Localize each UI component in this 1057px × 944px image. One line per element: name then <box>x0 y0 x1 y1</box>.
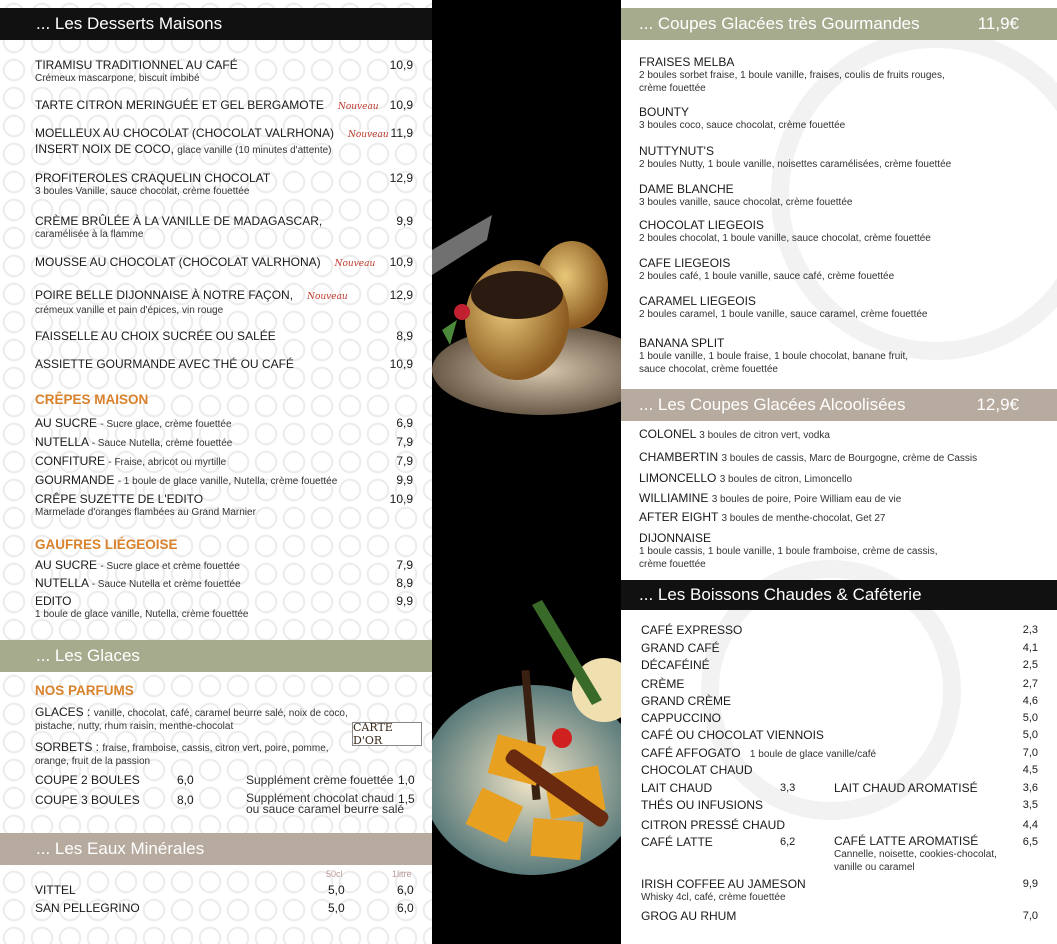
coupe-item <box>639 219 1041 245</box>
boisson-price: 4,1 <box>1022 642 1038 654</box>
dessert-photos <box>432 0 621 944</box>
irish-price: 9,9 <box>1022 878 1038 890</box>
dessert-title-line2: INSERT NOIX DE COCO, <box>35 142 174 156</box>
supp-2-name <box>246 793 404 815</box>
gaufre-price: 7,9 <box>396 558 413 572</box>
latte-aroma-name: CAFÉ LATTE AROMATISÉ <box>834 834 979 848</box>
right-column <box>621 0 1057 944</box>
alcool-name: WILLIAMINE <box>639 491 709 505</box>
gaufre-name: AU SUCRE <box>35 558 98 572</box>
dessert-price: 9,9 <box>396 214 413 228</box>
boisson-name: CHOCOLAT CHAUD <box>641 763 753 777</box>
dessert-item <box>35 357 413 371</box>
gaufres-title: GAUFRES LIÉGEOISE <box>35 537 178 552</box>
boisson-name: CRÈME <box>641 677 685 691</box>
crepe-item <box>35 473 413 488</box>
coupe-item <box>639 337 1041 376</box>
glaces-header <box>0 640 432 672</box>
eau-name: SAN PELLEGRINO <box>35 901 140 915</box>
crepe-desc: - Fraise, abricot ou myrtille <box>108 457 227 468</box>
boisson-desc: 1 boule de glace vanille/café <box>749 749 877 760</box>
grog-price: 7,0 <box>1022 910 1038 922</box>
crepe-name: CRÊPE SUZETTE DE L'EDITO <box>35 492 204 506</box>
irish-name: IRISH COFFEE AU JAMESON <box>641 877 806 891</box>
supp-1-price: 1,0 <box>398 773 415 787</box>
left-column <box>0 0 432 944</box>
alcool-item <box>639 511 1041 525</box>
crepe-name: NUTELLA <box>35 435 89 449</box>
crepe-price: 6,9 <box>396 416 413 430</box>
coupe-desc-2: sauce chocolat, crème fouettée <box>639 364 778 375</box>
gaufre-item <box>35 576 413 591</box>
gaufre-desc: - Sauce Nutella et crème fouettée <box>91 579 241 590</box>
dessert-item <box>35 329 413 343</box>
thes-name: THÉS OU INFUSIONS <box>641 798 764 812</box>
sorbets-label: SORBETS : <box>35 740 100 754</box>
boisson-price: 7,0 <box>1022 747 1038 759</box>
dessert-item <box>35 58 413 85</box>
dessert-price: 10,9 <box>389 255 413 269</box>
alcool-desc-2: crème fouettée <box>639 559 706 570</box>
cherry <box>552 728 572 748</box>
dessert-item <box>35 98 413 114</box>
alcool-desc: 3 boules de citron vert, vodka <box>699 430 830 441</box>
carte-dor-logo: CARTE D'OR <box>352 722 422 746</box>
gaufre-desc: 1 boule de glace vanille, Nutella, crème fouettée <box>35 609 249 620</box>
desserts-header-text: ... Les Desserts Maisons <box>36 14 223 33</box>
coupe-desc: 2 boules chocolat, 1 boule vanille, sauce chocolat, crème fouettée <box>639 233 931 244</box>
boisson-affogato <box>641 746 876 761</box>
gaufre-name: EDITO <box>35 594 72 608</box>
dessert-title: TIRAMISU TRADITIONNEL AU CAFÉ <box>35 58 238 72</box>
dessert-item <box>35 126 413 157</box>
eau-price-50: 5,0 <box>328 883 345 897</box>
coupe-name: CHOCOLAT LIEGEOIS <box>639 218 764 232</box>
glaces-flavors: vanille, chocolat, café, caramel beurre salé, noix de coco, <box>93 708 348 719</box>
supp-2-price: 1,5 <box>398 792 415 806</box>
alcool-item <box>639 451 1041 465</box>
mint-leaf <box>442 320 457 345</box>
dessert-item <box>35 171 413 198</box>
crepe-name: GOURMANDE <box>35 473 115 487</box>
coupe-item <box>639 106 1041 132</box>
alcool-desc: 3 boules de citron, Limoncello <box>719 474 853 485</box>
dessert-price: 10,9 <box>389 58 413 72</box>
dessert-item <box>35 214 413 241</box>
crepe-desc: - Sauce Nutella, crème fouettée <box>91 438 233 449</box>
crepe-price: 7,9 <box>396 454 413 468</box>
dessert-price: 8,9 <box>396 329 413 343</box>
gaufre-name: NUTELLA <box>35 576 89 590</box>
crepe-desc: - Sucre glace, crème fouettée <box>100 419 232 430</box>
gaufre-price: 8,9 <box>396 576 413 590</box>
sorbets-flavors: fraise, framboise, cassis, citron vert, poire, pomme, <box>102 743 329 754</box>
coupe-desc-2: crème fouettée <box>639 83 706 94</box>
coupe-item <box>639 145 1041 171</box>
dessert-title: POIRE BELLE DIJONNAISE À NOTRE FAÇON, <box>35 288 294 302</box>
coupe-name: CAFE LIEGEOIS <box>639 256 731 270</box>
coupe-item <box>639 295 1041 321</box>
dessert-title: ASSIETTE GOURMANDE AVEC THÉ OU CAFÉ <box>35 357 294 371</box>
new-tag: Nouveau <box>337 102 379 112</box>
eaux-header-text: ... Les Eaux Minérales <box>36 839 205 858</box>
crepe-price: 7,9 <box>396 435 413 449</box>
glaces-flavors-2: pistache, nutty, rhum raisin, menthe-chocolat <box>35 721 234 732</box>
coupe-name: DAME BLANCHE <box>639 182 734 196</box>
boisson-price: 4,5 <box>1022 764 1038 776</box>
coupe-desc: 3 boules coco, sauce chocolat, crème fouettée <box>639 120 846 131</box>
crepe-item <box>35 416 413 431</box>
alcool-item <box>639 532 1041 571</box>
crepe-item <box>35 492 413 519</box>
glaces-header-text: ... Les Glaces <box>36 646 140 665</box>
coupe-2-name: COUPE 2 BOULES <box>35 773 140 787</box>
coupe-desc: 2 boules caramel, 1 boule vanille, sauce caramel, crème fouettée <box>639 309 928 320</box>
crepe-item <box>35 454 413 469</box>
boisson-price: 2,5 <box>1022 659 1038 671</box>
gaufre-item <box>35 558 413 573</box>
lait-aroma-price: 3,6 <box>1022 782 1038 794</box>
dessert-price: 10,9 <box>389 98 413 112</box>
alcool-item <box>639 428 1041 442</box>
alcool-item <box>639 472 1041 486</box>
crepe-name: AU SUCRE <box>35 416 98 430</box>
crepe-name: CONFITURE <box>35 454 105 468</box>
eau-price-50: 5,0 <box>328 901 345 915</box>
crepe-price: 9,9 <box>396 473 413 487</box>
coupe-name: CARAMEL LIEGEOIS <box>639 294 756 308</box>
coupe-name: BANANA SPLIT <box>639 336 725 350</box>
alcool-name: CHAMBERTIN <box>639 450 719 464</box>
eaux-col-50cl: 50cl <box>326 869 343 879</box>
alcool-header-price: 12,9€ <box>976 395 1019 414</box>
sorbets-flavors-2: orange, fruit de la passion <box>35 756 151 767</box>
coupe-item <box>639 56 1041 95</box>
chocolate-deco <box>432 215 492 275</box>
boisson-name: CAFÉ OU CHOCOLAT VIENNOIS <box>641 728 824 742</box>
gaufre-price: 9,9 <box>396 594 413 608</box>
boisson-name: DÉCAFÉINÉ <box>641 658 710 672</box>
eaux-header <box>0 833 432 865</box>
latte-aroma-desc-2: vanille ou caramel <box>834 862 915 873</box>
coupe-desc: 2 boules café, 1 boule vanille, sauce café, crème fouettée <box>639 271 895 282</box>
sorbets-list <box>35 740 352 768</box>
parfums-title: NOS PARFUMS <box>35 683 134 698</box>
new-tag: Nouveau <box>307 292 348 302</box>
grog-name: GROG AU RHUM <box>641 909 737 923</box>
boisson-price: 4,6 <box>1022 695 1038 707</box>
dessert-price: 11,9 <box>390 126 413 140</box>
coupe-3-name: COUPE 3 BOULES <box>35 793 140 807</box>
boisson-price: 2,3 <box>1022 624 1038 636</box>
crepe-desc: - 1 boule de glace vanille, Nutella, crème fouettée <box>117 476 338 487</box>
coupe-name: NUTTYNUT'S <box>639 144 714 158</box>
gaufre-item <box>35 594 413 621</box>
coupe-name: FRAISES MELBA <box>639 55 735 69</box>
glaces-label: GLACES : <box>35 705 91 719</box>
coupe-3-price: 8,0 <box>177 793 194 807</box>
boissons-header <box>621 580 1057 610</box>
latte-name: CAFÉ LATTE <box>641 835 713 849</box>
latte-aroma <box>834 835 997 874</box>
alcool-name: LIMONCELLO <box>639 471 717 485</box>
boisson-name: GRAND CAFÉ <box>641 641 720 655</box>
dessert-desc: crémeux vanille et pain d'épices, vin rouge <box>35 305 224 316</box>
coupe-desc: 3 boules vanille, sauce chocolat, crème fouettée <box>639 197 853 208</box>
alcool-item <box>639 492 1041 506</box>
dessert-title: FAISSELLE AU CHOIX SUCRÉE OU SALÉE <box>35 329 276 343</box>
alcool-desc: 3 boules de cassis, Marc de Bourgogne, crème de Cassis <box>721 453 978 464</box>
coupe-desc: 1 boule vanille, 1 boule fraise, 1 boule chocolat, banane fruit, <box>639 351 909 362</box>
alcool-desc: 3 boules de poire, Poire William eau de vie <box>711 494 902 505</box>
dessert-desc: caramélisée à la flamme <box>35 229 144 240</box>
boisson-price: 5,0 <box>1022 712 1038 724</box>
coupe-name: BOUNTY <box>639 105 690 119</box>
boissons-header-text: ... Les Boissons Chaudes & Caféterie <box>639 585 922 604</box>
raspberry <box>454 304 470 320</box>
dessert-title: PROFITEROLES CRAQUELIN CHOCOLAT <box>35 171 271 185</box>
new-tag: Nouveau <box>334 259 376 269</box>
dessert-desc: 3 boules Vanille, sauce chocolat, crème fouettée <box>35 186 250 197</box>
crepe-desc: Marmelade d'oranges flambées au Grand Marnier <box>35 507 256 518</box>
dessert-item <box>35 288 413 317</box>
dessert-price: 12,9 <box>389 288 413 302</box>
dessert-title: CRÈME BRÛLÉE À LA VANILLE DE MADAGASCAR, <box>35 214 323 228</box>
supp-1-name: Supplément crème fouettée <box>246 773 394 787</box>
dessert-item <box>35 255 413 271</box>
boisson-price: 2,7 <box>1022 678 1038 690</box>
boisson-name: GRAND CRÈME <box>641 694 732 708</box>
dessert-price: 10,9 <box>389 357 413 371</box>
eau-name: VITTEL <box>35 883 76 897</box>
eaux-col-1l: 1litre <box>392 869 412 879</box>
dessert-photo-strip <box>432 0 621 944</box>
dessert-title: MOUSSE AU CHOCOLAT (CHOCOLAT VALRHONA) <box>35 255 321 269</box>
crepe-price: 10,9 <box>389 492 413 506</box>
irish-desc: Whisky 4cl, café, crème fouettée <box>641 892 786 903</box>
alcool-header <box>621 389 1057 421</box>
crepes-title: CRÊPES MAISON <box>35 392 149 407</box>
eau-price-1l: 6,0 <box>397 883 414 897</box>
citron-name: CITRON PRESSÉ CHAUD <box>641 818 786 832</box>
gaufre-desc: - Sucre glace et crème fouettée <box>100 561 240 572</box>
desserts-header <box>0 8 432 40</box>
coupes-header-text: ... Coupes Glacées très Gourmandes <box>639 14 920 33</box>
coupe-desc: 2 boules Nutty, 1 boule vanille, noisettes caramélisées, crème fouettée <box>639 159 952 170</box>
crepe-item <box>35 435 413 450</box>
lait-chaud-name: LAIT CHAUD <box>641 781 713 795</box>
latte-aroma-price: 6,5 <box>1022 836 1038 848</box>
latte-aroma-desc: Cannelle, noisette, cookies-chocolat, <box>834 849 997 860</box>
alcool-name: COLONEL <box>639 427 696 441</box>
lait-chaud-price: 3,3 <box>780 782 796 794</box>
alcool-name: AFTER EIGHT <box>639 510 719 524</box>
dessert-price: 12,9 <box>389 171 413 185</box>
new-tag: Nouveau <box>347 130 389 140</box>
chocolate-crust <box>471 271 563 319</box>
coupes-header-price: 11,9€ <box>977 14 1019 33</box>
dessert-desc: Crémeux mascarpone, biscuit imbibé <box>35 73 200 84</box>
eau-price-1l: 6,0 <box>397 901 414 915</box>
supp-2-line2: ou sauce caramel beurre salé <box>246 802 405 816</box>
lait-aroma-name: LAIT CHAUD AROMATISÉ <box>834 781 978 795</box>
coupes-header <box>621 8 1057 40</box>
supp-2-line1: Supplément chocolat chaud <box>246 791 395 805</box>
dessert-desc: glace vanille (10 minutes d'attente) <box>177 145 332 156</box>
boisson-name: CAFÉ EXPRESSO <box>641 623 743 637</box>
glaces-list <box>35 705 352 733</box>
coupe-2-price: 6,0 <box>177 773 194 787</box>
coupe-item <box>639 183 1041 209</box>
coupe-desc: 2 boules sorbet fraise, 1 boule vanille, fraises, coulis de fruits rouges, <box>639 70 945 81</box>
boisson-price: 5,0 <box>1022 729 1038 741</box>
alcool-desc: 1 boule cassis, 1 boule vanille, 1 boule framboise, crème de cassis, <box>639 546 938 557</box>
alcool-header-text: ... Les Coupes Glacées Alcoolisées <box>639 395 906 414</box>
citron-price: 4,4 <box>1022 819 1038 831</box>
dessert-title: MOELLEUX AU CHOCOLAT (CHOCOLAT VALRHONA) <box>35 126 334 140</box>
irish <box>641 877 806 904</box>
latte-price: 6,2 <box>780 836 796 848</box>
dessert-title: TARTE CITRON MERINGUÉE ET GEL BERGAMOTE <box>35 98 324 112</box>
boisson-name: CAFÉ AFFOGATO <box>641 746 741 760</box>
alcool-name: DIJONNAISE <box>639 531 712 545</box>
boisson-name: CAPPUCCINO <box>641 711 722 725</box>
thes-price: 3,5 <box>1022 799 1038 811</box>
coupe-item <box>639 257 1041 283</box>
alcool-desc: 3 boules de menthe-chocolat, Get 27 <box>721 513 886 524</box>
